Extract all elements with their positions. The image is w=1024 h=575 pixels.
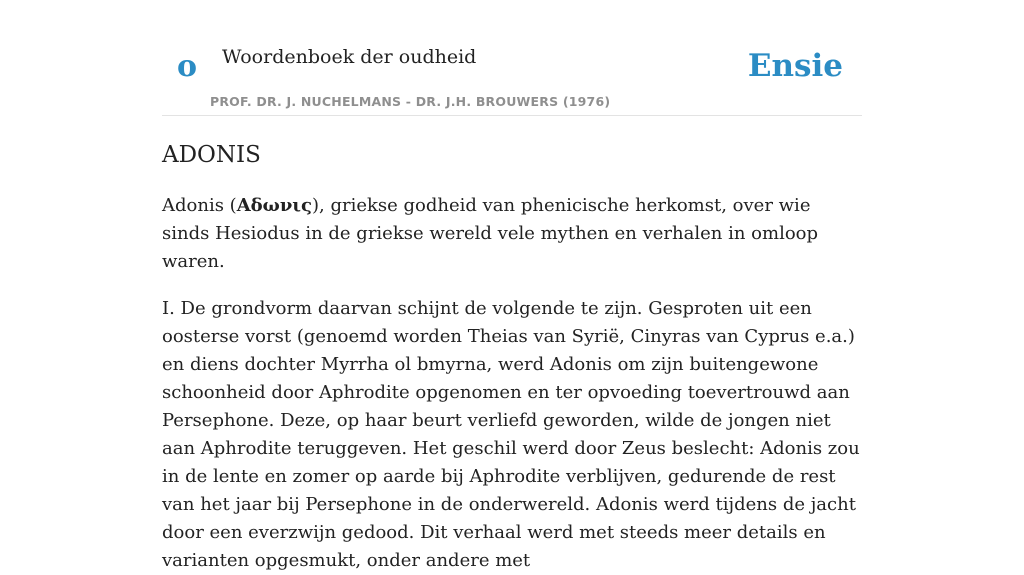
entry-paragraph: I. De grondvorm daarvan schijnt de volgende te zijn. Gesproten uit een oosterse vorst (genoemd worden Theias van Syrië, Cinyras van Cyprus e.a.) en diens dochter Myrrha ol bmyrna, werd Adonis om zijn buitengewone schoonheid door Aphrodite opgenomen en ter opvoeding toevertrouwd aan Persephone. Deze, op haar beurt verliefd geworden, wilde de jongen niet aan Aphrodite teruggeven. Het geschil werd door Zeus beslecht: Adonis zou in de lente en zomer op aarde bij Aphrodite verblijven, gedurende de rest van het jaar bij Persephone in de onderwereld. Adonis werd tijdens de jacht door een everzwijn gedood. Dit verhaal werd met steeds meer details en varianten opgesmukt, onder andere met [162, 297, 860, 571]
greek-name: Αδωνις [236, 194, 312, 216]
entry-title: ADONIS [162, 142, 261, 168]
book-authors: PROF. DR. J. NUCHELMANS - DR. J.H. BROUWERS (1976) [210, 94, 611, 109]
book-logo-icon: o [177, 49, 198, 84]
book-header [162, 0, 862, 116]
entry-body [162, 192, 862, 575]
intro-text-after: ), griekse godheid van phenicische herkomst, over wie sinds Hesiodus in de griekse wereld vele mythen en verhalen in omloop waren. [162, 194, 819, 272]
entry-paragraph [162, 192, 862, 276]
book-title[interactable]: Woordenboek der oudheid [222, 46, 477, 68]
intro-text-before: Adonis ( [162, 194, 237, 216]
ensie-logo[interactable]: Ensie [747, 48, 843, 84]
page [162, 0, 862, 575]
